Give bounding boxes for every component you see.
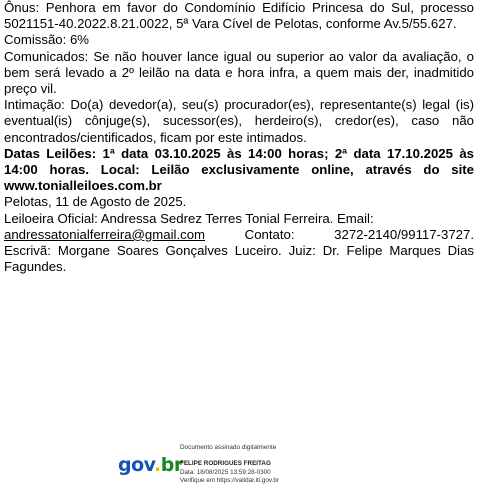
local-data-paragraph: Pelotas, 11 de Agosto de 2025.	[4, 194, 187, 210]
email-contact-line	[4, 227, 474, 243]
onus-paragraph: Ônus: Penhora em favor do Condomínio Edifício Princesa do Sul, processo 5021151-40.2022.8.21.0022, 5ª Vara Cível de Pelotas, conforme Av.5/55.627.	[4, 0, 474, 32]
escriva-paragraph: Escrivã: Morgane Soares Gonçalves Luceiro. Juiz: Dr. Felipe Marques Dias Fagundes.	[4, 243, 474, 275]
signature-caption: Documento assinado digitalmente	[180, 444, 277, 451]
leiloeira-paragraph: Leiloeira Oficial: Andressa Sedrez Terres Tonial Ferreira. Email:	[4, 210, 374, 226]
govbr-logo	[118, 454, 183, 476]
comunicados-paragraph: Comunicados: Se não houver lance igual ou superior ao valor da avaliação, o bem será levado a 2º leilão na data e hora infra, a quem mais der, inadmitido preço vil.	[4, 48, 474, 97]
signer-name: FELIPE RODRIGUES FREITAG	[180, 460, 271, 467]
signature-date: Data: 18/08/2025 13:59:28-0300	[180, 469, 271, 476]
govbr-logo-dot: .	[154, 454, 161, 476]
comissao-paragraph: Comissão: 6%	[4, 32, 90, 48]
contato-label: Contato:	[244, 226, 295, 242]
signature-verify-link[interactable]: Verifique em https://validar.iti.gov.br	[180, 477, 279, 484]
govbr-logo-br: br	[160, 454, 183, 476]
digital-signature-stamp	[118, 440, 378, 490]
intimacao-paragraph: Intimação: Do(a) devedor(a), seu(s) procurador(es), representante(s) legal (is) eventual(is) cônjuge(s), sucessor(es), herdeiro(s), credor(es), caso não encontrados/cientificados, ficam por este intimados.	[4, 97, 474, 145]
document-body	[4, 0, 474, 275]
govbr-logo-gov: gov	[118, 454, 154, 476]
datas-leiloes-paragraph: Datas Leilões: 1ª data 03.10.2025 às 14:00 horas; 2ª data 17.10.2025 às 14:00 horas. Local: Leilão exclusivamente online, através do site www.tonialleiloes.com.br	[4, 145, 474, 194]
email-link[interactable]: andressatonialferreira@gmail.com	[4, 226, 206, 242]
contato-phones: 3272-2140/99117-3727.	[334, 226, 474, 242]
